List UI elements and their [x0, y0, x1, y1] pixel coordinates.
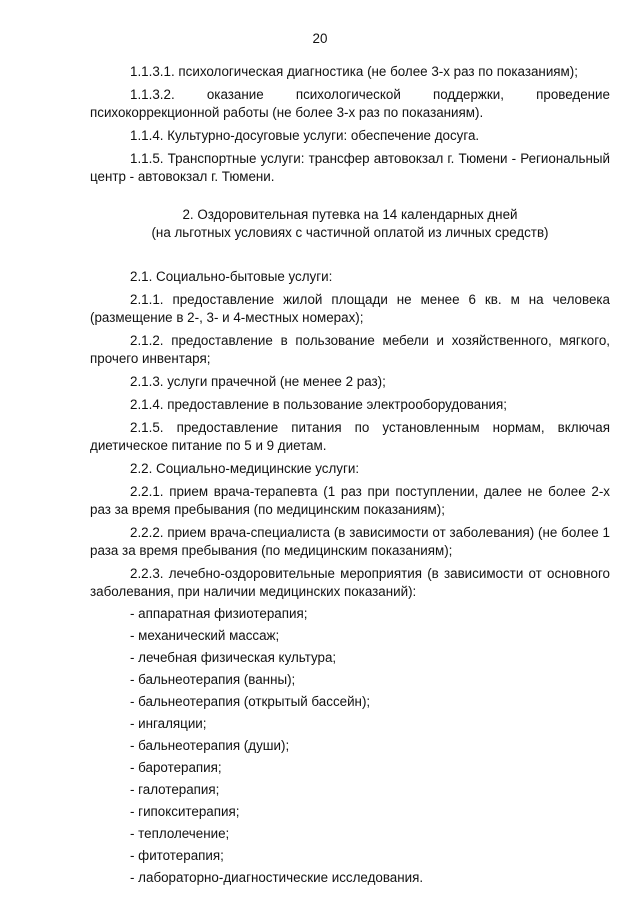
section-2-subheading: (на льготных условиях с частичной оплатой из личных средств) [151, 225, 549, 240]
list-item: - галотерапия; [130, 782, 220, 797]
paragraph-2-2-2: 2.2.2. прием врача-специалиста (в зависимости от заболевания) (не более 1 раза за время пребывания (по медицинским показаниям); [90, 525, 610, 558]
list-item: - гипокситерапия; [130, 804, 240, 819]
list-item: - лечебная физическая культура; [130, 650, 337, 665]
page-number: 20 [312, 31, 328, 46]
list-item: - бальнеотерапия (открытый бассейн); [130, 694, 371, 709]
paragraph-2-2: 2.2. Социально-медицинские услуги: [130, 461, 360, 476]
list-item: - баротерапия; [130, 760, 222, 775]
paragraph-1-1-3-1: 1.1.3.1. психологическая диагностика (не более 3-х раз по показаниям); [130, 64, 578, 79]
list-item: - ингаляции; [130, 716, 207, 731]
paragraph-1-1-5: 1.1.5. Транспортные услуги: трансфер автовокзал г. Тюмени - Региональный центр - автовокзал г. Тюмени. [90, 151, 610, 184]
list-item: - фитотерапия; [130, 848, 224, 863]
paragraph-2-2-3: 2.2.3. лечебно-оздоровительные мероприятия (в зависимости от основного заболевания, при наличии медицинских показаний): [90, 566, 610, 599]
list-item: - бальнеотерапия (души); [130, 738, 290, 753]
procedures-list [90, 605, 610, 887]
list-item: - лабораторно-диагностические исследования. [130, 870, 424, 885]
paragraph-1-1-4: 1.1.4. Культурно-досуговые услуги: обеспечение досуга. [130, 128, 480, 143]
list-item: - механический массаж; [130, 628, 280, 643]
paragraph-2-1-2: 2.1.2. предоставление в пользование мебели и хозяйственного, мягкого, прочего инвентаря; [90, 333, 610, 366]
section-2-heading: 2. Оздоровительная путевка на 14 календарных дней [182, 207, 518, 222]
paragraph-2-1-1: 2.1.1. предоставление жилой площади не менее 6 кв. м на человека (размещение в 2-, 3- и 4-местных номерах); [90, 292, 610, 325]
paragraph-2-1: 2.1. Социально-бытовые услуги: [130, 269, 333, 284]
paragraph-2-1-4: 2.1.4. предоставление в пользование электрооборудования; [130, 397, 507, 412]
list-item: - бальнеотерапия (ванны); [130, 672, 296, 687]
paragraph-2-1-3: 2.1.3. услуги прачечной (не менее 2 раз); [130, 374, 386, 389]
paragraph-2-2-1: 2.2.1. прием врача-терапевта (1 раз при поступлении, далее не более 2-х раз за время пребывания (по медицинским показаниям); [90, 484, 610, 517]
list-item: - аппаратная физиотерапия; [130, 606, 308, 621]
paragraph-1-1-3-2: 1.1.3.2. оказание психологической поддержки, проведение психокоррекционной работы (не более 3-х раз по показаниям). [90, 87, 610, 120]
document-body [90, 63, 610, 887]
paragraph-2-1-5: 2.1.5. предоставление питания по установленным нормам, включая диетическое питание по 5 и 9 диетам. [90, 420, 610, 453]
list-item: - теплолечение; [130, 826, 230, 841]
